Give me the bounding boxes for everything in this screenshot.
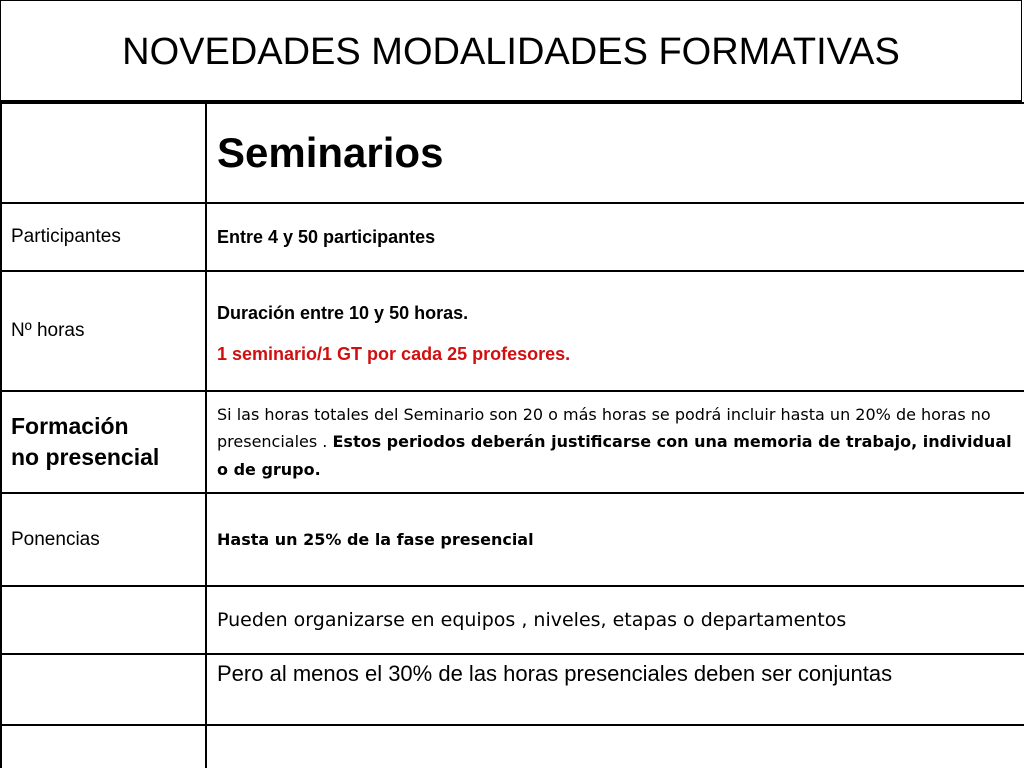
ponencias-label-cell xyxy=(1,493,206,586)
horas-ratio: 1 seminario/1 GT por cada 25 profesores. xyxy=(217,344,571,364)
horas-duration: Duración entre 10 y 50 horas. xyxy=(217,303,469,323)
no-presencial-text-regular: Si las horas totales del Seminario son 20 o más horas se podrá incluir hasta un 20% de horas no presenciales . xyxy=(217,405,991,452)
table-row-conjuntas xyxy=(1,654,1024,725)
header-value-cell xyxy=(206,103,1024,203)
title-box xyxy=(0,0,1022,102)
conjuntas-value-cell xyxy=(206,654,1024,725)
equipos-value: Pueden organizarse en equipos , niveles, etapas o departamentos xyxy=(217,609,847,631)
no-presencial-text-bold: Estos periodos deberán justificarse con una memoria de trabajo, individual o de grupo. xyxy=(217,432,1012,479)
equipos-value-cell xyxy=(206,586,1024,654)
table-row-participantes xyxy=(1,203,1024,271)
empty-value-cell xyxy=(206,725,1024,768)
no-presencial-label-line2: no presencial xyxy=(11,444,160,470)
horas-label-cell xyxy=(1,271,206,391)
horas-value-cell xyxy=(206,271,1024,391)
section-heading: Seminarios xyxy=(217,129,444,176)
no-presencial-text xyxy=(217,401,1014,483)
table-row-equipos xyxy=(1,586,1024,654)
table-row-empty xyxy=(1,725,1024,768)
no-presencial-value-cell xyxy=(206,391,1024,493)
conjuntas-value: Pero al menos el 30% de las horas presenciales deben ser conjuntas xyxy=(217,661,893,686)
no-presencial-label-cell xyxy=(1,391,206,493)
equipos-label-cell xyxy=(1,586,206,654)
seminarios-table xyxy=(0,102,1024,768)
table-row-ponencias xyxy=(1,493,1024,586)
table-row-header xyxy=(1,103,1024,203)
ponencias-label: Ponencias xyxy=(11,528,100,550)
participantes-label: Participantes xyxy=(11,226,121,247)
slide-title: NOVEDADES MODALIDADES FORMATIVAS xyxy=(122,31,900,73)
table-row-horas xyxy=(1,271,1024,391)
horas-label: Nº horas xyxy=(11,320,85,341)
conjuntas-label-cell xyxy=(1,654,206,725)
participantes-value-cell xyxy=(206,203,1024,271)
participantes-label-cell xyxy=(1,203,206,271)
participantes-value: Entre 4 y 50 participantes xyxy=(217,226,436,247)
no-presencial-label-line1: Formación xyxy=(11,412,129,439)
header-label-cell xyxy=(1,103,206,203)
empty-label-cell xyxy=(1,725,206,768)
ponencias-value-cell xyxy=(206,493,1024,586)
table-row-no-presencial xyxy=(1,391,1024,493)
ponencias-value: Hasta un 25% de la fase presencial xyxy=(217,529,534,549)
